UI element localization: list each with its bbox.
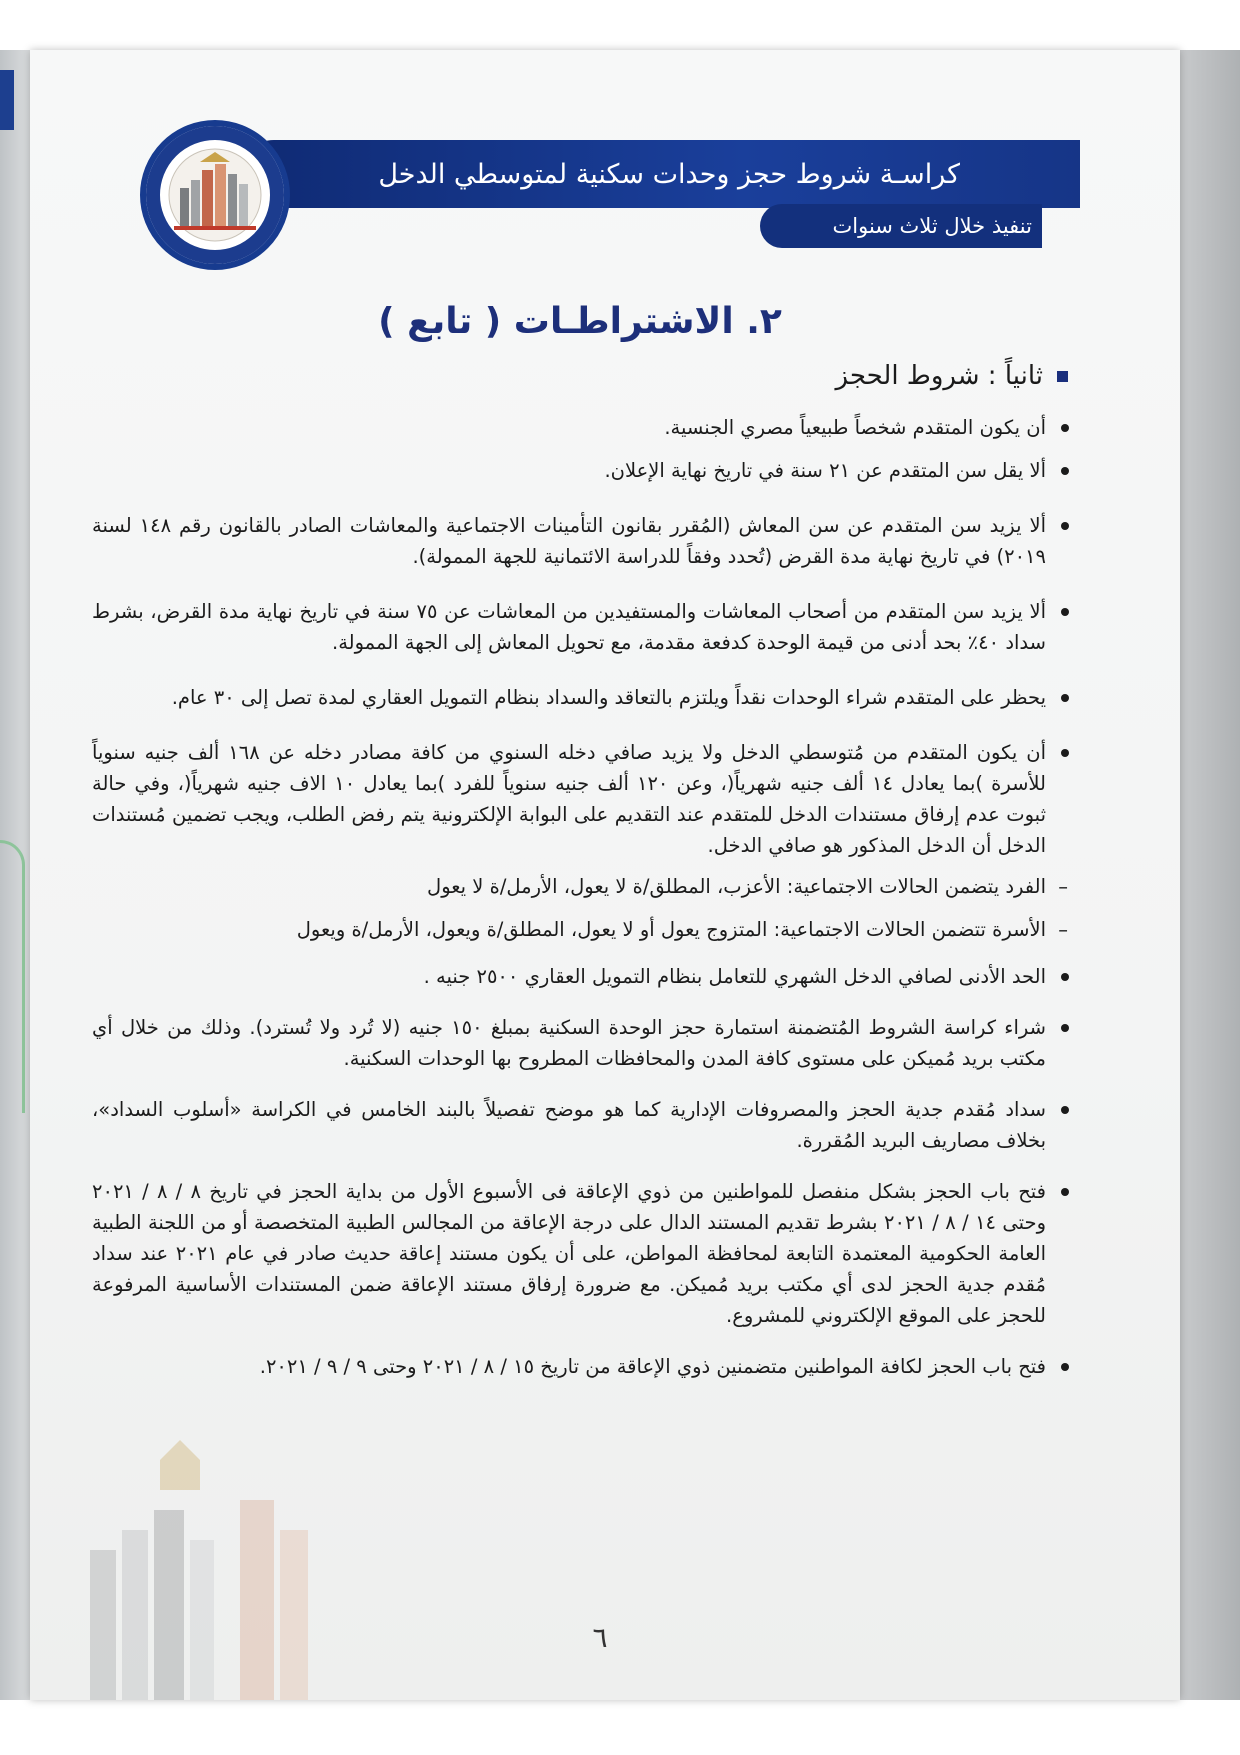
list-item: يحظر على المتقدم شراء الوحدات نقداً ويلتزم بالتعاقد والسداد بنظام التمويل العقاري لمدة تصل إلى ٣٠ عام. <box>92 682 1072 713</box>
list-item: الحد الأدنى لصافي الدخل الشهري للتعامل بنظام التمويل العقاري ٢٥٠٠ جنيه . <box>92 961 1072 992</box>
list-item: ألا يقل سن المتقدم عن ٢١ سنة في تاريخ نهاية الإعلان. <box>92 455 1072 486</box>
list-item: فتح باب الحجز لكافة المواطنين متضمنين ذوي الإعاقة من تاريخ ١٥ / ٨ / ٢٠٢١ وحتى ٩ / ٩ / ٢٠٢١. <box>92 1351 1072 1382</box>
sub-list-item: – الفرد يتضمن الحالات الاجتماعية: الأعزب، المطلق/ة لا يعول، الأرمل/ة لا يعول <box>92 871 1072 902</box>
fund-logo-emblem-icon <box>146 126 284 264</box>
square-bullet-icon <box>1057 371 1068 382</box>
section-subheading <box>600 356 1068 396</box>
scan-margin-top <box>0 0 1240 50</box>
list-item: ألا يزيد سن المتقدم عن سن المعاش (المُقرر بقانون التأمينات الاجتماعية والمعاشات الصادر بالقانون رقم ١٤٨ لسنة ٢٠١٩) في تاريخ نهاية مدة القرض (تُحدد وفقاً للدراسة الائتمانية للجهة الممولة). <box>92 510 1072 572</box>
header-subtitle: تنفيذ خلال ثلاث سنوات <box>832 214 1032 238</box>
fund-logo <box>140 120 290 270</box>
conditions-list <box>92 412 1072 1382</box>
sub-list-item: – الأسرة تتضمن الحالات الاجتماعية: المتزوج يعول أو لا يعول، المطلق/ة ويعول، الأرمل/ة ويعول <box>92 914 1072 945</box>
list-item: أن يكون المتقدم شخصاً طبيعياً مصري الجنسية. <box>92 412 1072 443</box>
list-item: شراء كراسة الشروط المُتضمنة استمارة حجز الوحدة السكنية بمبلغ ١٥٠ جنيه (لا تُرد ولا تُسترد). وذلك من خلال أي مكتب بريد مُميكن على مستوى كافة المدن والمحافظات المطروح بها الوحدات السكنية. <box>92 1012 1072 1074</box>
page-number: ٦ <box>592 1621 608 1654</box>
underlying-page-right <box>1180 50 1240 1700</box>
underlying-page-blue-edge <box>0 70 14 130</box>
building-watermark-icon <box>90 1440 420 1700</box>
header-title: كراسـة شروط حجز وحدات سكنية لمتوسطي الدخل <box>378 159 960 190</box>
list-item: فتح باب الحجز بشكل منفصل للمواطنين من ذوي الإعاقة فى الأسبوع الأول من بداية الحجز في تاريخ ٨ / ٨ / ٢٠٢١ وحتى ١٤ / ٨ / ٢٠٢١ بشرط تقديم المستند الدال على درجة الإعاقة من المجالس الطبية المتخصصة أو من اللجنة الطبية العامة الحكومية المعتمدة التابعة لمحافظة المواطن، على أن يكون مستند إعاقة حديث صادر في عام ٢٠٢١ عند سداد مُقدم جدية الحجز لدى أي مكتب بريد مُميكن. مع ضرورة إرفاق مستند الإعاقة ضمن المستندات الأساسية المرفوعة للحجز على الموقع الإلكتروني للمشروع. <box>92 1176 1072 1331</box>
building-watermark <box>90 1440 420 1700</box>
section-subheading-label: ثانياً : شروط الحجز <box>835 361 1043 391</box>
list-item: سداد مُقدم جدية الحجز والمصروفات الإدارية كما هو موضح تفصيلاً بالبند الخامس في الكراسة «أسلوب السداد»، بخلاف مصاريف البريد المُقررة. <box>92 1094 1072 1156</box>
list-item: أن يكون المتقدم من مُتوسطي الدخل ولا يزيد صافي دخله السنوي من كافة مصادر دخله عن ١٦٨ ألف جنيه سنوياً للأسرة )بما يعادل ١٤ ألف جنيه شهرياً(، وعن ١٢٠ ألف جنيه سنوياً للفرد )بما يعادل ١٠ الاف جنيه شهرياً(، وفي حالة ثبوت عدم إرفاق مستندات الدخل للمتقدم عند التقديم على البوابة الإلكترونية يتم رفض الطلب، ويجب تضمين مُستندات الدخل أن الدخل المذكور هو صافي الدخل. <box>92 737 1072 861</box>
scan-margin-bottom <box>0 1700 1240 1755</box>
section-title: ٢. الاشتراطـات ( تابع ) <box>378 301 782 342</box>
list-item: ألا يزيد سن المتقدم من أصحاب المعاشات والمستفيدين من المعاشات عن ٧٥ سنة في تاريخ نهاية مدة القرض، بشرط سداد ٤٠٪ بحد أدنى من قيمة الوحدة كدفعة مقدمة، مع تحويل المعاش إلى الجهة الممولة. <box>92 596 1072 658</box>
underlying-page-green-edge <box>0 840 25 1113</box>
